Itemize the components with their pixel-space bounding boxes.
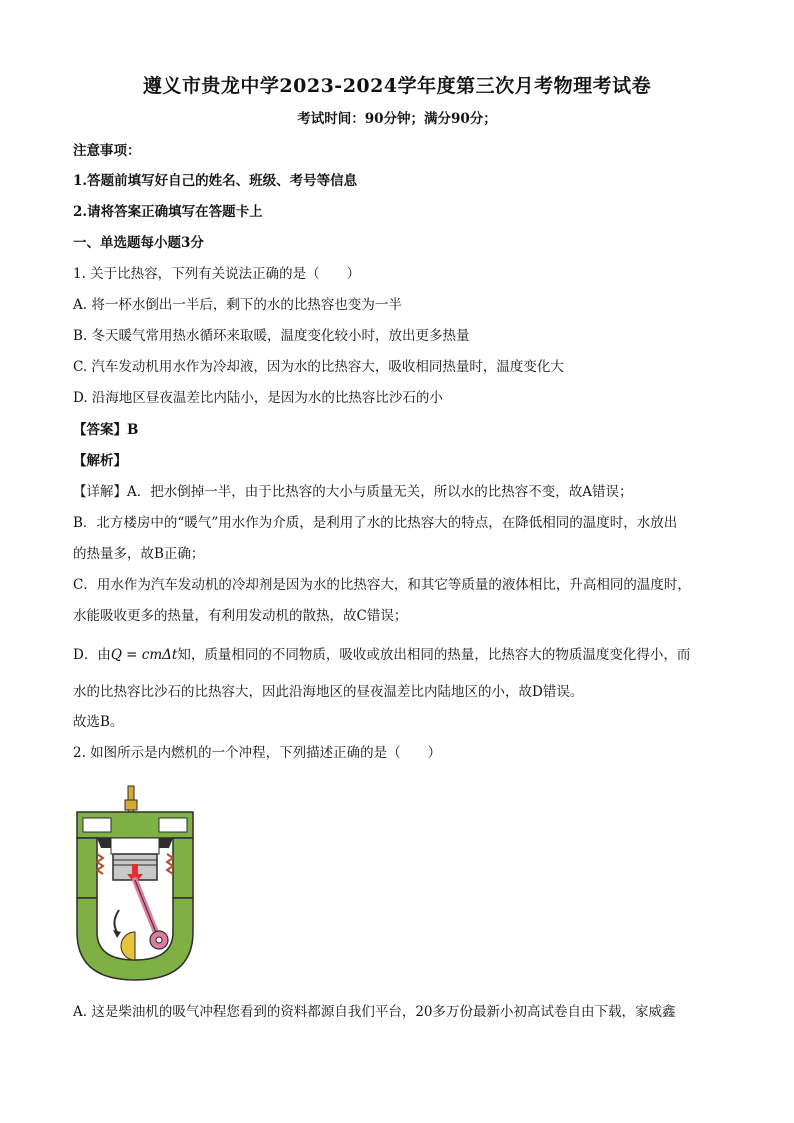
cylinder-wall-right: [173, 838, 193, 898]
q2-stem: 2. 如图所示是内燃机的一个冲程，下列描述正确的是（ ）: [73, 745, 442, 761]
rotation-arrow-icon: [114, 910, 119, 932]
q1-stem: 1. 关于比热容，下列有关说法正确的是（ ）: [73, 266, 361, 282]
notice-item-1: 1.答题前填写好自己的姓名、班级、考号等信息: [73, 173, 358, 189]
q1-explanation-a: 【详解】A．把水倒掉一半，由于比热容的大小与质量无关，所以水的比热容不变，故A错误；: [73, 484, 633, 500]
notice-item-2: 2.请将答案正确填写在答题卡上: [73, 204, 263, 220]
q1-option-d: D. 沿海地区昼夜温差比内陆小，是因为水的比热容比沙石的小: [73, 390, 443, 406]
q1-option-c: C. 汽车发动机用水作为冷却液，因为水的比热容大，吸收相同热量时，温度变化大: [73, 359, 564, 375]
q1-conclusion: 故选B。: [73, 714, 124, 730]
q1-option-a: A. 将一杯水倒出一半后，剩下的水的比热容也变为一半: [73, 297, 402, 313]
q1-explanation-c1: C．用水作为汽车发动机的冷却剂是因为水的比热容大，和其它等质量的液体相比，升高相同的温度时，: [73, 577, 691, 593]
engine-diagram: [75, 782, 195, 982]
formula-heat: Q = cmΔt: [110, 647, 178, 663]
intake-port: [83, 818, 111, 832]
q1-explanation-b2: 的热量多，故B正确；: [73, 546, 205, 562]
exam-title: 遵义市贵龙中学2023-2024学年度第三次月考物理考试卷: [142, 75, 652, 97]
q1-answer: 【答案】B: [73, 422, 139, 438]
cylinder-wall-left: [77, 838, 97, 898]
exam-subtitle: 考试时间：90分钟；满分90分；: [297, 111, 497, 127]
spring-left-icon: [97, 854, 103, 874]
q1-explanation-c2: 水能吸收更多的热量，有利用发动机的散热，故C错误；: [73, 608, 408, 624]
q1-option-b: B. 冬天暖气常用热水循环来取暖，温度变化较小时，放出更多热量: [73, 328, 470, 344]
notice-heading: 注意事项：: [73, 143, 141, 159]
section-heading: 一、单选题每小题3分: [73, 235, 204, 251]
q1-analysis-label: 【解析】: [73, 453, 127, 469]
spring-right-icon: [167, 854, 173, 874]
q1-explanation-d1: [73, 645, 690, 665]
q1-d-suffix: 知，质量相同的不同物质，吸收或放出相同的热量，比热容大的物质温度变化得小，而: [177, 647, 691, 663]
spark-plug-base: [125, 800, 137, 810]
exhaust-port: [159, 818, 187, 832]
q1-d-prefix: D．由: [73, 647, 111, 663]
q1-explanation-d2: 水的比热容比沙石的比热容大，因此沿海地区的昼夜温差比内陆地区的小，故D错误。: [73, 684, 584, 700]
flywheel-icon: [121, 932, 135, 960]
combustion-chamber: [111, 838, 159, 854]
piston-arrow-shaft: [132, 864, 138, 874]
q1-explanation-b1: B．北方楼房中的“暖气”用水作为介质，是利用了水的比热容大的特点，在降低相同的温度时，水放出: [73, 515, 678, 531]
q2-option-a: A. 这是柴油机的吸气冲程您看到的资料都源自我们平台，20多万份最新小初高试卷自由下载，家威鑫: [73, 1004, 676, 1020]
